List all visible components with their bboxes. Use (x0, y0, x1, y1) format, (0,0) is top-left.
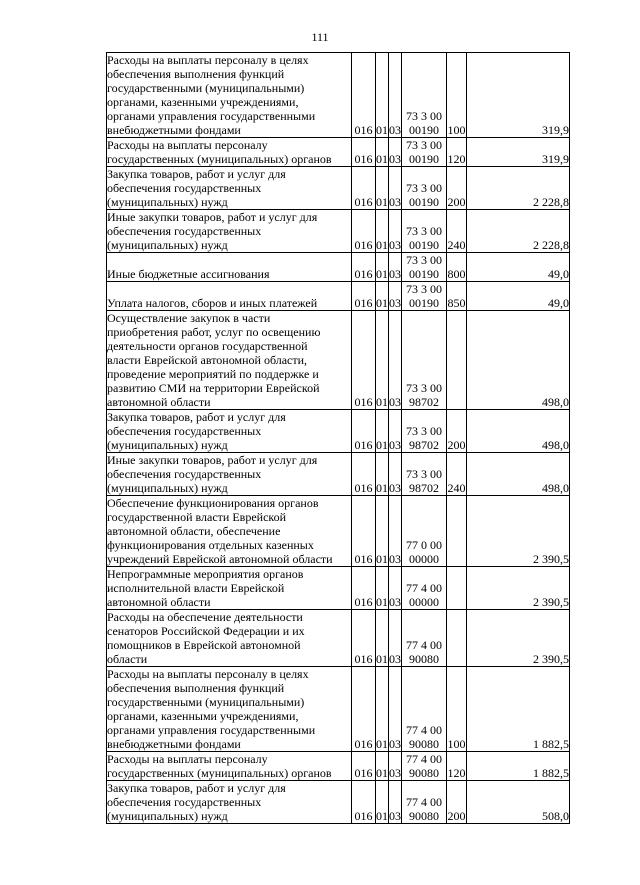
expense-type-code: 100 (447, 53, 467, 138)
subsection-code: 03 (389, 210, 402, 253)
expense-type-code (447, 311, 467, 410)
amount: 2 390,5 (467, 610, 570, 667)
row-name: Непрограммные мероприятия органов исполнительной власти Еврейской автономной области (107, 567, 352, 610)
target-article-code: 73 3 00 00190 (402, 282, 447, 311)
expense-type-code: 200 (447, 781, 467, 824)
expense-type-code (447, 567, 467, 610)
ved-code: 016 (352, 210, 376, 253)
row-name: Иные закупки товаров, работ и услуг для обеспечения государственных (муниципальных) нужд (107, 453, 352, 496)
target-article-code: 77 4 00 90080 (402, 752, 447, 781)
amount: 498,0 (467, 311, 570, 410)
target-article-code: 73 3 00 00190 (402, 167, 447, 210)
expense-type-code: 240 (447, 453, 467, 496)
table-row (107, 610, 570, 667)
ved-code: 016 (352, 311, 376, 410)
row-name: Иные бюджетные ассигнования (107, 253, 352, 282)
table-row (107, 167, 570, 210)
table-row (107, 667, 570, 752)
amount: 2 228,8 (467, 167, 570, 210)
expense-type-code (447, 610, 467, 667)
budget-table (106, 52, 570, 824)
table-row (107, 410, 570, 453)
section-code: 01 (376, 282, 389, 311)
table-row (107, 138, 570, 167)
ved-code: 016 (352, 253, 376, 282)
table-row (107, 752, 570, 781)
table-row (107, 567, 570, 610)
table-row (107, 496, 570, 567)
row-name: Расходы на выплаты персоналу государственных (муниципальных) органов (107, 752, 352, 781)
target-article-code: 77 4 00 90080 (402, 610, 447, 667)
section-code: 01 (376, 311, 389, 410)
subsection-code: 03 (389, 282, 402, 311)
target-article-code: 73 3 00 98702 (402, 453, 447, 496)
ved-code: 016 (352, 667, 376, 752)
section-code: 01 (376, 667, 389, 752)
subsection-code: 03 (389, 496, 402, 567)
section-code: 01 (376, 610, 389, 667)
table-row (107, 253, 570, 282)
target-article-code: 77 4 00 90080 (402, 667, 447, 752)
target-article-code: 73 3 00 98702 (402, 311, 447, 410)
ved-code: 016 (352, 752, 376, 781)
amount: 508,0 (467, 781, 570, 824)
section-code: 01 (376, 138, 389, 167)
expense-type-code: 800 (447, 253, 467, 282)
target-article-code: 77 0 00 00000 (402, 496, 447, 567)
section-code: 01 (376, 752, 389, 781)
section-code: 01 (376, 53, 389, 138)
table-row (107, 53, 570, 138)
ved-code: 016 (352, 282, 376, 311)
table-row (107, 453, 570, 496)
expense-type-code: 100 (447, 667, 467, 752)
expense-type-code: 200 (447, 167, 467, 210)
ved-code: 016 (352, 410, 376, 453)
subsection-code: 03 (389, 567, 402, 610)
target-article-code: 73 3 00 00190 (402, 53, 447, 138)
amount: 2 228,8 (467, 210, 570, 253)
target-article-code: 73 3 00 00190 (402, 210, 447, 253)
section-code: 01 (376, 496, 389, 567)
subsection-code: 03 (389, 311, 402, 410)
subsection-code: 03 (389, 752, 402, 781)
expense-type-code: 120 (447, 138, 467, 167)
expense-type-code: 120 (447, 752, 467, 781)
expense-type-code (447, 496, 467, 567)
amount: 1 882,5 (467, 667, 570, 752)
amount: 319,9 (467, 138, 570, 167)
ved-code: 016 (352, 167, 376, 210)
ved-code: 016 (352, 781, 376, 824)
amount: 319,9 (467, 53, 570, 138)
ved-code: 016 (352, 53, 376, 138)
ved-code: 016 (352, 610, 376, 667)
expense-type-code: 240 (447, 210, 467, 253)
section-code: 01 (376, 167, 389, 210)
ved-code: 016 (352, 567, 376, 610)
row-name: Расходы на выплаты персоналу в целях обеспечения выполнения функций государственными (муниципальными) органами, казенными учреждениями, органами управления государственными внебюджетными фондами (107, 53, 352, 138)
section-code: 01 (376, 210, 389, 253)
amount: 49,0 (467, 282, 570, 311)
amount: 1 882,5 (467, 752, 570, 781)
row-name: Иные закупки товаров, работ и услуг для обеспечения государственных (муниципальных) нужд (107, 210, 352, 253)
ved-code: 016 (352, 138, 376, 167)
row-name: Уплата налогов, сборов и иных платежей (107, 282, 352, 311)
target-article-code: 73 3 00 98702 (402, 410, 447, 453)
target-article-code: 77 4 00 90080 (402, 781, 447, 824)
row-name: Закупка товаров, работ и услуг для обеспечения государственных (муниципальных) нужд (107, 781, 352, 824)
row-name: Обеспечение функционирования органов государственной власти Еврейской автономной области, обеспечение функционирования отдельных казенных учреждений Еврейской автономной области (107, 496, 352, 567)
amount: 49,0 (467, 253, 570, 282)
target-article-code: 77 4 00 00000 (402, 567, 447, 610)
subsection-code: 03 (389, 410, 402, 453)
subsection-code: 03 (389, 667, 402, 752)
target-article-code: 73 3 00 00190 (402, 253, 447, 282)
amount: 498,0 (467, 453, 570, 496)
subsection-code: 03 (389, 138, 402, 167)
section-code: 01 (376, 567, 389, 610)
subsection-code: 03 (389, 253, 402, 282)
subsection-code: 03 (389, 781, 402, 824)
expense-type-code: 200 (447, 410, 467, 453)
ved-code: 016 (352, 453, 376, 496)
subsection-code: 03 (389, 610, 402, 667)
amount: 2 390,5 (467, 567, 570, 610)
subsection-code: 03 (389, 453, 402, 496)
table-row (107, 311, 570, 410)
section-code: 01 (376, 453, 389, 496)
amount: 498,0 (467, 410, 570, 453)
row-name: Закупка товаров, работ и услуг для обеспечения государственных (муниципальных) нужд (107, 167, 352, 210)
subsection-code: 03 (389, 167, 402, 210)
row-name: Закупка товаров, работ и услуг для обеспечения государственных (муниципальных) нужд (107, 410, 352, 453)
amount: 2 390,5 (467, 496, 570, 567)
table-row (107, 210, 570, 253)
budget-table-body (107, 53, 570, 824)
target-article-code: 73 3 00 00190 (402, 138, 447, 167)
section-code: 01 (376, 781, 389, 824)
row-name: Расходы на выплаты персоналу в целях обеспечения выполнения функций государственными (муниципальными) органами, казенными учреждениями, органами управления государственными внебюджетными фондами (107, 667, 352, 752)
row-name: Осуществление закупок в части приобретения работ, услуг по освещению деятельности органов государственной власти Еврейской автономной области, проведение мероприятий по поддержке и развитию СМИ на территории Еврейской автономной области (107, 311, 352, 410)
row-name: Расходы на выплаты персоналу государственных (муниципальных) органов (107, 138, 352, 167)
page-number: 111 (311, 30, 329, 44)
subsection-code: 03 (389, 53, 402, 138)
table-row (107, 282, 570, 311)
section-code: 01 (376, 253, 389, 282)
ved-code: 016 (352, 496, 376, 567)
expense-type-code: 850 (447, 282, 467, 311)
section-code: 01 (376, 410, 389, 453)
table-row (107, 781, 570, 824)
row-name: Расходы на обеспечение деятельности сенаторов Российской Федерации и их помощников в Еврейской автономной области (107, 610, 352, 667)
